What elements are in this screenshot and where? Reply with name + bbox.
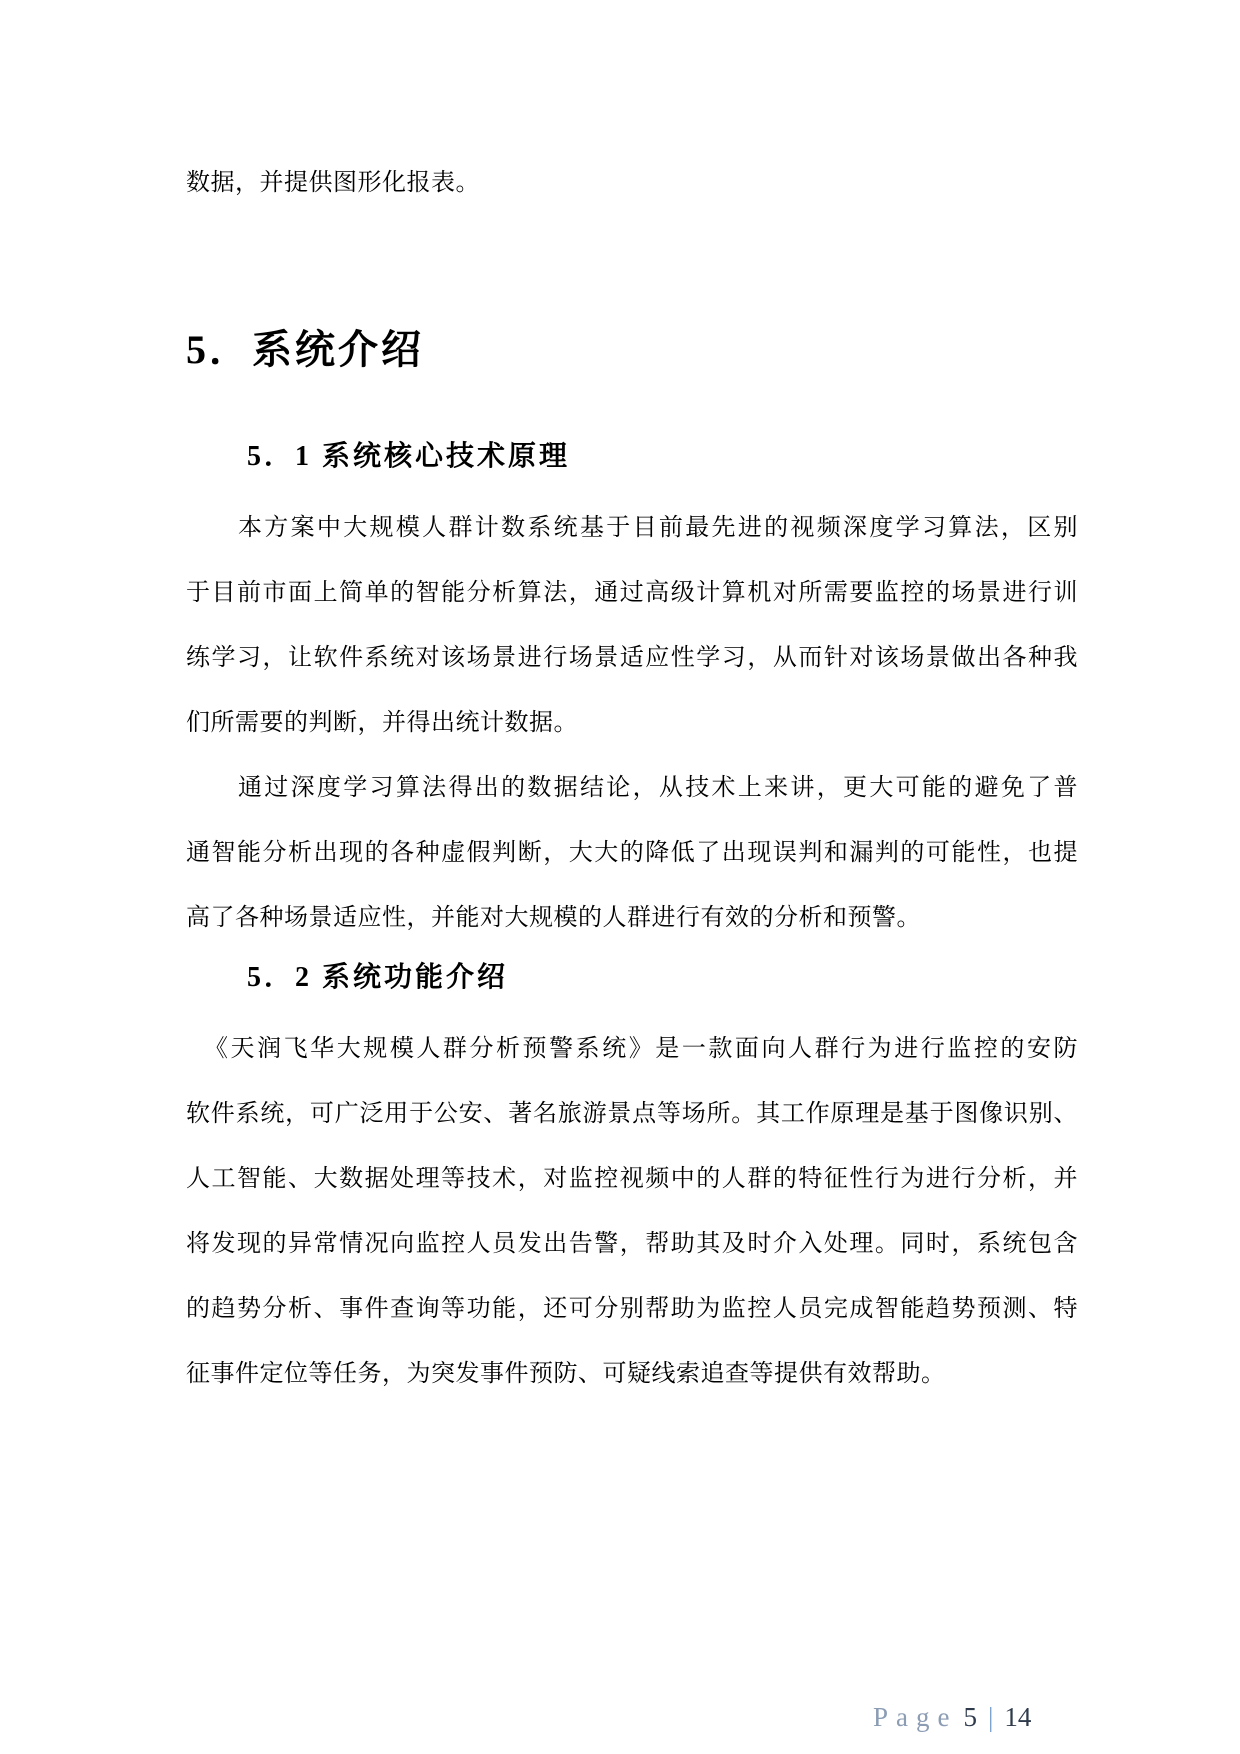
- footer-separator: |: [987, 1702, 994, 1732]
- text-line: 们所需要的判断，并得出统计数据。: [186, 709, 578, 736]
- text-line: 通智能分析出现的各种虚假判断，大大的降低了出现误判和漏判的可能性，也提: [186, 839, 1078, 866]
- text-line: 将发现的异常情况向监控人员发出告警，帮助其及时介入处理。同时，系统包含: [186, 1230, 1078, 1257]
- text-line: 人工智能、大数据处理等技术，对监控视频中的人群的特征性行为进行分析，并: [186, 1165, 1078, 1192]
- text-line: 《天润飞华大规模人群分析预警系统》是一款面向人群行为进行监控的安防: [204, 1035, 1078, 1062]
- paragraph-3: [186, 1016, 1078, 1406]
- page-footer: [873, 1700, 1031, 1734]
- subsection-title-5-1: 5．1 系统核心技术原理: [247, 441, 571, 472]
- text-line: 通过深度学习算法得出的数据结论，从技术上来讲，更大可能的避免了普: [238, 774, 1078, 801]
- footer-total-pages: 14: [1004, 1702, 1032, 1732]
- footer-page-label: Page: [873, 1702, 958, 1732]
- text-line: 征事件定位等任务，为突发事件预防、可疑线索追查等提供有效帮助。: [186, 1360, 946, 1387]
- subsection-title-5-2: 5．2 系统功能介绍: [247, 962, 509, 993]
- text-line: 练学习，让软件系统对该场景进行场景适应性学习，从而针对该场景做出各种我: [186, 644, 1078, 671]
- document-body: [186, 0, 1078, 1406]
- chapter-heading: 5．系统介绍: [186, 327, 424, 372]
- text-line: 软件系统，可广泛用于公安、著名旅游景点等场所。其工作原理是基于图像识别、: [186, 1100, 1078, 1127]
- text-line: 本方案中大规模人群计数系统基于目前最先进的视频深度学习算法，区别: [238, 514, 1078, 541]
- footer-current-page: 5: [963, 1702, 977, 1732]
- leading-paragraph-line: 数据，并提供图形化报表。: [186, 169, 480, 196]
- paragraph-1: [186, 495, 1078, 755]
- text-line: 高了各种场景适应性，并能对大规模的人群进行有效的分析和预警。: [186, 904, 921, 931]
- text-line: 的趋势分析、事件查询等功能，还可分别帮助为监控人员完成智能趋势预测、特: [186, 1295, 1078, 1322]
- text-line: 于目前市面上简单的智能分析算法，通过高级计算机对所需要监控的场景进行训: [186, 579, 1078, 606]
- paragraph-2: [186, 755, 1078, 950]
